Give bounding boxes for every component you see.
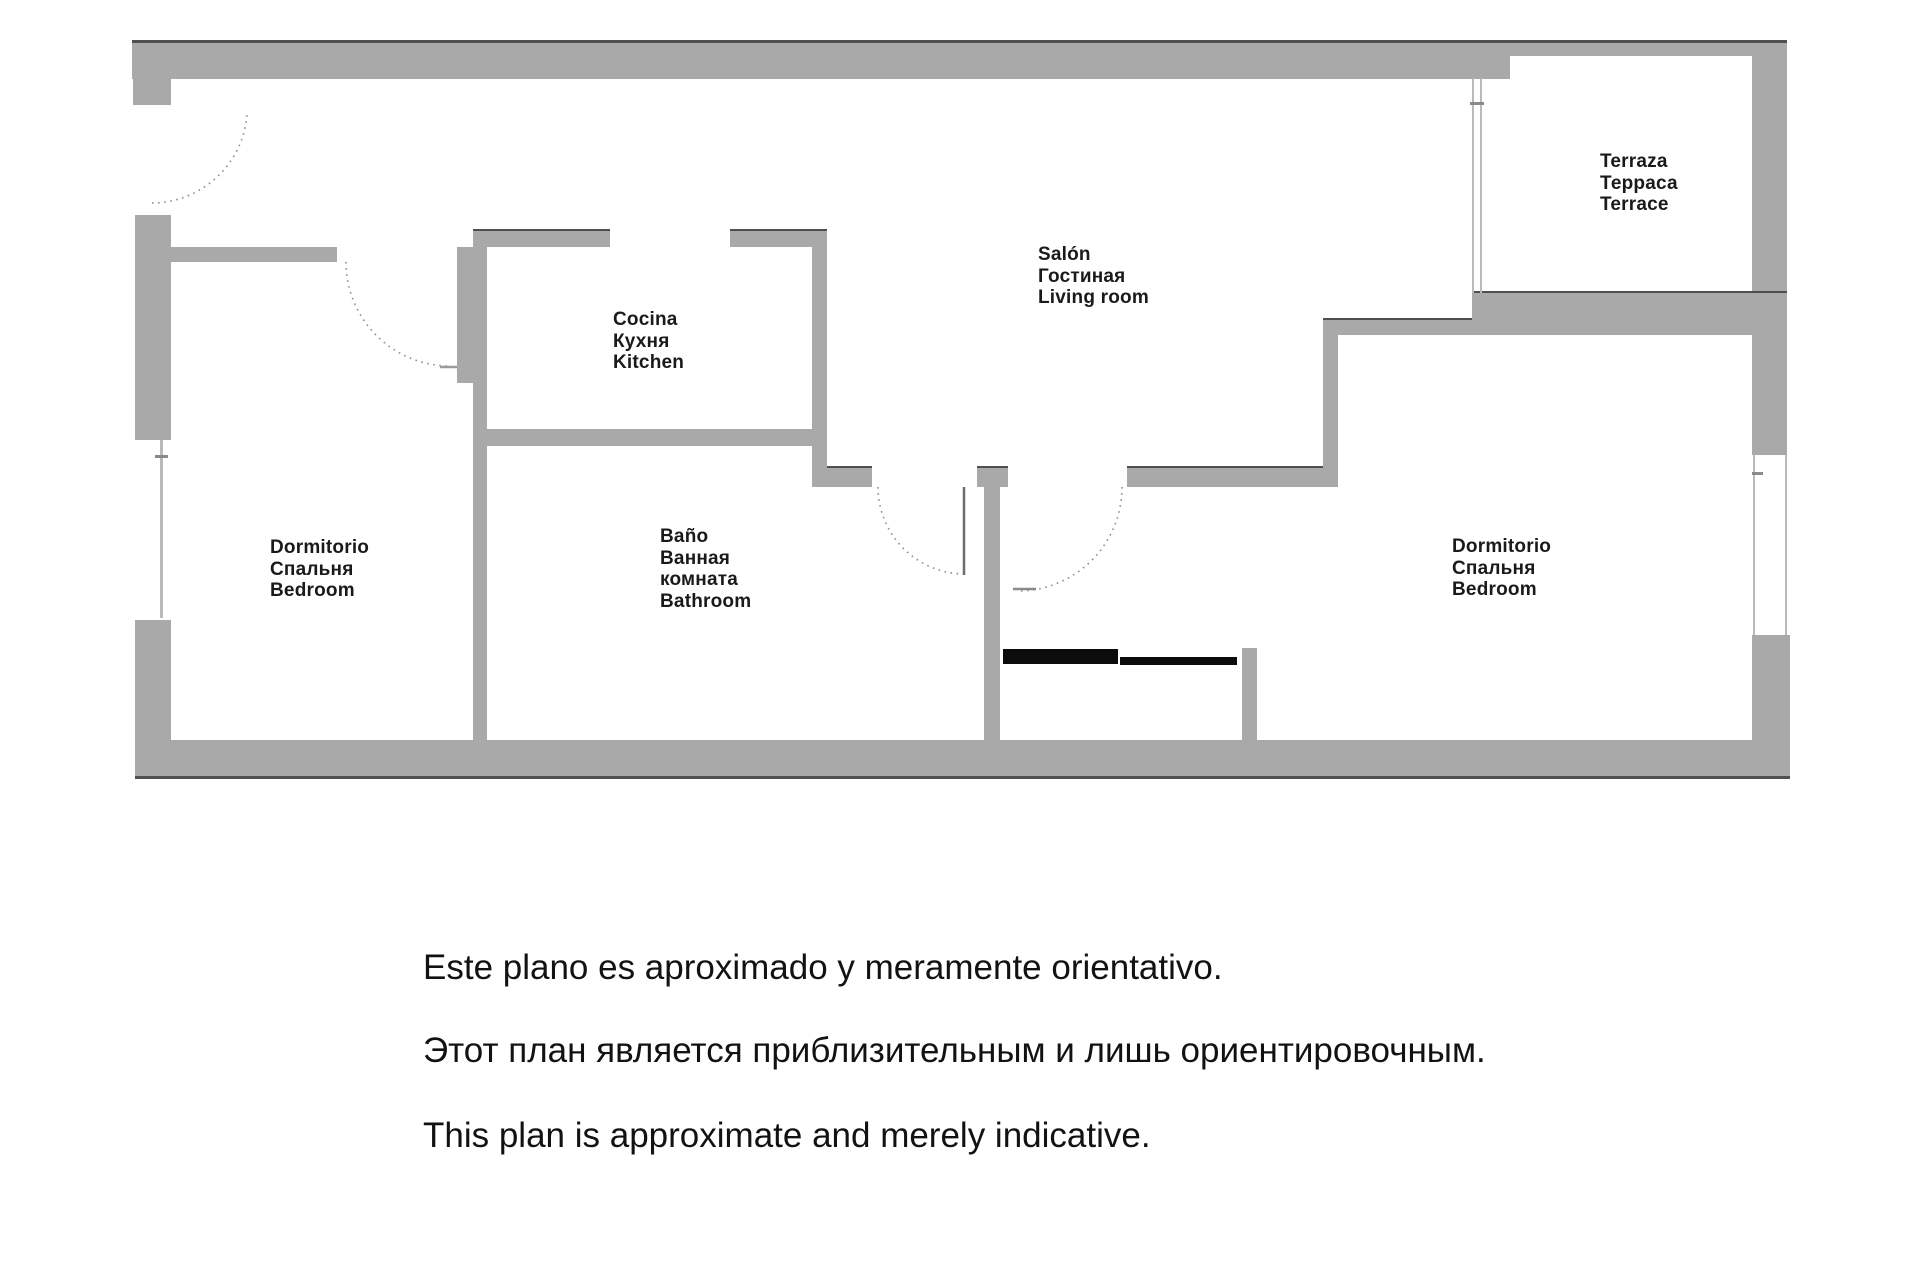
disclaimer-line-2: Этот план является приблизительным и лишь ориентировочным. bbox=[423, 1031, 1486, 1070]
left-wall-upper bbox=[135, 215, 171, 440]
kitchen-north-edge-left bbox=[473, 229, 610, 231]
room-label-living-room-line: Salón bbox=[1038, 244, 1091, 265]
top-wall-edge bbox=[132, 40, 1787, 43]
bottom-wall bbox=[135, 740, 1790, 776]
room-label-terrace bbox=[1600, 151, 1678, 216]
room-label-kitchen-line: Cocina bbox=[613, 309, 678, 330]
room-label-terrace-line: Terrace bbox=[1600, 194, 1669, 216]
hall-kitchen-wall bbox=[457, 247, 473, 383]
room-label-bathroom-line: Ванная bbox=[660, 547, 731, 569]
room-label-terrace-line: Terraza bbox=[1600, 151, 1668, 172]
top-wall bbox=[132, 43, 1510, 79]
bedroom2-north-edge bbox=[1127, 466, 1338, 468]
kitchen-north-wall-left bbox=[473, 231, 610, 247]
bedroom2-north-wall bbox=[1127, 468, 1338, 487]
kitchen-south-wall bbox=[473, 429, 812, 446]
salon-bedroom2-wall-h bbox=[1323, 320, 1472, 335]
entry-door-arc bbox=[152, 115, 247, 203]
right-window-tick bbox=[1752, 472, 1763, 475]
right-wall-lower bbox=[1752, 635, 1790, 776]
wardrobe-stub-wall bbox=[1242, 648, 1257, 740]
room-label-bathroom bbox=[660, 526, 751, 612]
kitchen-east-wall bbox=[812, 247, 827, 487]
room-label-terrace-line: Терраса bbox=[1600, 172, 1678, 194]
disclaimer-line-3: This plan is approximate and merely indicative. bbox=[423, 1116, 1151, 1155]
kitchen-north-wall-right bbox=[730, 231, 827, 247]
right-window-line-inner bbox=[1753, 455, 1755, 635]
right-wall-upper bbox=[1752, 56, 1787, 455]
center-wall bbox=[984, 487, 1000, 740]
terrace-window-line-inner bbox=[1480, 78, 1482, 293]
center-pier-edge bbox=[977, 466, 1008, 468]
bottom-wall-edge bbox=[135, 776, 1790, 779]
room-label-bedroom-1-line: Bedroom bbox=[270, 580, 355, 602]
kitchen-north-edge-right bbox=[730, 229, 827, 231]
room-label-bathroom-line: Baño bbox=[660, 526, 709, 547]
room-label-living-room-line: Living room bbox=[1038, 287, 1149, 309]
room-label-living-room-line: Гостиная bbox=[1038, 265, 1126, 287]
bedroom1-door-arc bbox=[346, 262, 450, 366]
right-window-line-outer bbox=[1785, 455, 1787, 635]
room-label-bedroom-1-line: Dormitorio bbox=[270, 537, 370, 558]
kitchen-west-wall bbox=[473, 231, 487, 740]
bedroom2-door-arc bbox=[1018, 487, 1122, 591]
room-label-bedroom-2-line: Bedroom bbox=[1452, 579, 1537, 601]
room-label-bedroom-1 bbox=[270, 537, 369, 602]
room-label-kitchen-line: Кухня bbox=[613, 330, 670, 352]
terrace-south-edge bbox=[1472, 291, 1787, 293]
bathroom-door-arc bbox=[878, 487, 965, 574]
terrace-top-wall bbox=[1510, 43, 1787, 56]
room-label-bedroom-2 bbox=[1452, 536, 1551, 601]
terrace-south-wall bbox=[1472, 293, 1787, 335]
room-label-bathroom-line: комната bbox=[660, 569, 738, 591]
left-wall-cap bbox=[133, 43, 171, 105]
wardrobe-sliding-door-right bbox=[1120, 657, 1237, 665]
bedroom1-top-wall bbox=[171, 247, 337, 262]
room-label-living-room bbox=[1038, 244, 1149, 309]
left-window-line bbox=[160, 440, 163, 618]
salon-bedroom2-wall-v bbox=[1323, 320, 1338, 487]
disclaimer-line-1: Este plano es aproximado y meramente orientativo. bbox=[423, 948, 1223, 987]
room-label-bedroom-2-line: Спальня bbox=[1452, 557, 1536, 579]
left-window-tick bbox=[155, 455, 168, 458]
room-label-bathroom-line: Bathroom bbox=[660, 590, 752, 612]
terrace-window-tick bbox=[1470, 102, 1484, 105]
wardrobe-sliding-door-left bbox=[1003, 649, 1118, 664]
terrace-window-line-outer bbox=[1472, 78, 1474, 293]
room-label-bedroom-1-line: Спальня bbox=[270, 558, 354, 580]
room-label-kitchen-line: Kitchen bbox=[613, 352, 685, 374]
salon-bedroom2-edge bbox=[1323, 318, 1472, 320]
bathroom-stub-edge bbox=[827, 466, 872, 468]
hall-center-pier bbox=[977, 468, 1008, 487]
room-label-kitchen bbox=[613, 309, 684, 374]
room-label-bedroom-2-line: Dormitorio bbox=[1452, 536, 1552, 557]
bathroom-north-stub bbox=[827, 468, 872, 487]
